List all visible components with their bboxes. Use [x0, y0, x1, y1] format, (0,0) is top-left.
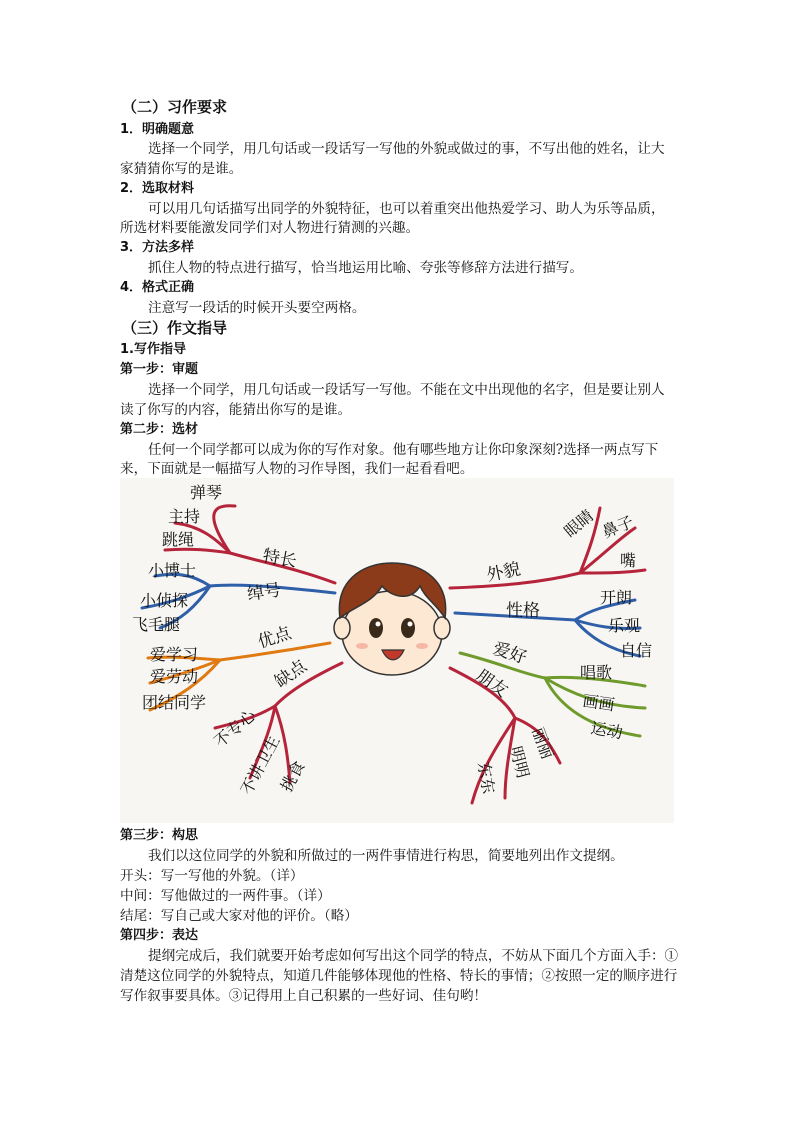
leaf-label: 小侦探 [140, 591, 189, 610]
paragraph-line: 所选材料要能激发同学们对人物进行猜测的兴趣。 [120, 220, 420, 236]
leaf-label: 飞毛腿 [132, 615, 181, 634]
paragraph-line: 任何一个同学都可以成为你的写作对象。他有哪些地方让你印象深刻?选择一两点写下 [148, 442, 659, 458]
leaf-label: 乐观 [608, 616, 641, 635]
leaf-label: 小博士 [148, 561, 197, 580]
leaf-label: 开朗 [600, 588, 633, 607]
leaf-label: 唱歌 [580, 663, 613, 682]
branch-label-waimao: 外貌 [484, 559, 523, 586]
branch-label-quedian: 缺点 [271, 656, 311, 693]
leaf-label: 弹琴 [190, 483, 223, 502]
outline-opening: 开头：写一写他的外貌。（详） [120, 868, 304, 884]
branch-label-youdian: 优点 [255, 623, 294, 653]
leaf-label: 东东 [474, 760, 499, 796]
step3-heading: 第三步：构思 [120, 828, 199, 843]
paragraph-line: 来，下面就是一幅描写人物的习作导图，我们一起看看吧。 [120, 461, 474, 477]
section2-item4-heading: 4．格式正确 [120, 280, 195, 295]
paragraph-line: 家猜猜你写的是谁。 [120, 161, 243, 177]
leaf-label: 不讲卫生 [236, 732, 284, 798]
leaf-label: 眼睛 [560, 505, 598, 542]
branch-label-aihao: 爱好 [490, 638, 529, 669]
leaf-label: 自信 [620, 641, 653, 660]
branch-label-pengyou: 朋友 [472, 665, 512, 702]
step4-heading: 第四步：表达 [120, 928, 199, 943]
leaf-label: 跳绳 [162, 530, 195, 549]
boy-face-illustration [334, 563, 450, 675]
leaf-label: 嘴 [620, 551, 637, 570]
leaf-label: 主持 [168, 507, 201, 526]
paragraph-line: 抓住人物的特点进行描写，恰当地运用比喻、夸张等修辞方法进行描写。 [148, 260, 583, 276]
branch-label-xingge: 性格 [506, 601, 540, 621]
paragraph-line: 选择一个同学，用几句话或一段话写一写他的外貌或做过的事，不写出他的姓名，让大 [148, 141, 665, 157]
mind-map-image [120, 478, 674, 823]
paragraph-line: 写作叙事要具体。③记得用上自己积累的一些好词、佳句哟！ [120, 988, 488, 1004]
paragraph-line: 清楚这位同学的外貌特点，知道几件能够体现他的性格、特长的事情；②按照一定的顺序进行 [120, 968, 678, 984]
paragraph-line: 注意写一段话的时候开头要空两格。 [148, 300, 366, 316]
paragraph-line: 提纲完成后，我们就要开始考虑如何写出这个同学的特点，不妨从下面几个方面入手：① [148, 948, 679, 964]
leaf-label: 爱学习 [150, 645, 199, 664]
branch-label-chuohao: 绰号 [245, 580, 283, 605]
outline-middle: 中间：写他做过的一两件事。（详） [120, 888, 331, 904]
section3-subtitle: 1.写作指导 [120, 342, 186, 357]
leaf-label: 画画 [581, 691, 616, 715]
leaf-label: 爱劳动 [150, 667, 199, 686]
paragraph-line: 可以用几句话描写出同学的外貌特征，也可以着重突出他热爱学习、助人为乐等品质， [148, 201, 665, 217]
section2-item2-heading: 2．选取材料 [120, 181, 195, 196]
leaf-label: 丽丽 [528, 724, 558, 762]
outline-ending: 结尾：写自己或大家对他的评价。（略） [120, 908, 358, 924]
paragraph-line: 我们以这位同学的外貌和所做过的一两件事情进行构思，简要地列出作文提纲。 [148, 848, 624, 864]
step1-heading: 第一步：审题 [120, 362, 199, 377]
paragraph-line: 读了你写的内容，能猜出你写的是谁。 [120, 402, 352, 418]
step2-heading: 第二步：选材 [120, 422, 199, 437]
section3-title: （三）作文指导 [122, 319, 228, 337]
paragraph-line: 选择一个同学，用几句话或一段话写一写他。不能在文中出现他的名字，但是要让别人 [148, 382, 665, 398]
section2-item3-heading: 3．方法多样 [120, 240, 195, 255]
leaf-label: 团结同学 [142, 693, 207, 712]
leaf-label: 鼻子 [599, 512, 637, 542]
leaf-label: 挑食 [276, 757, 309, 795]
leaf-label: 运动 [589, 718, 625, 743]
leaf-label: 明明 [506, 744, 533, 780]
branch-label-techang: 特长 [261, 546, 299, 572]
section2-title: （二）习作要求 [122, 98, 228, 116]
leaf-label: 不专心 [210, 705, 260, 752]
section2-item1-heading: 1．明确题意 [120, 122, 195, 137]
